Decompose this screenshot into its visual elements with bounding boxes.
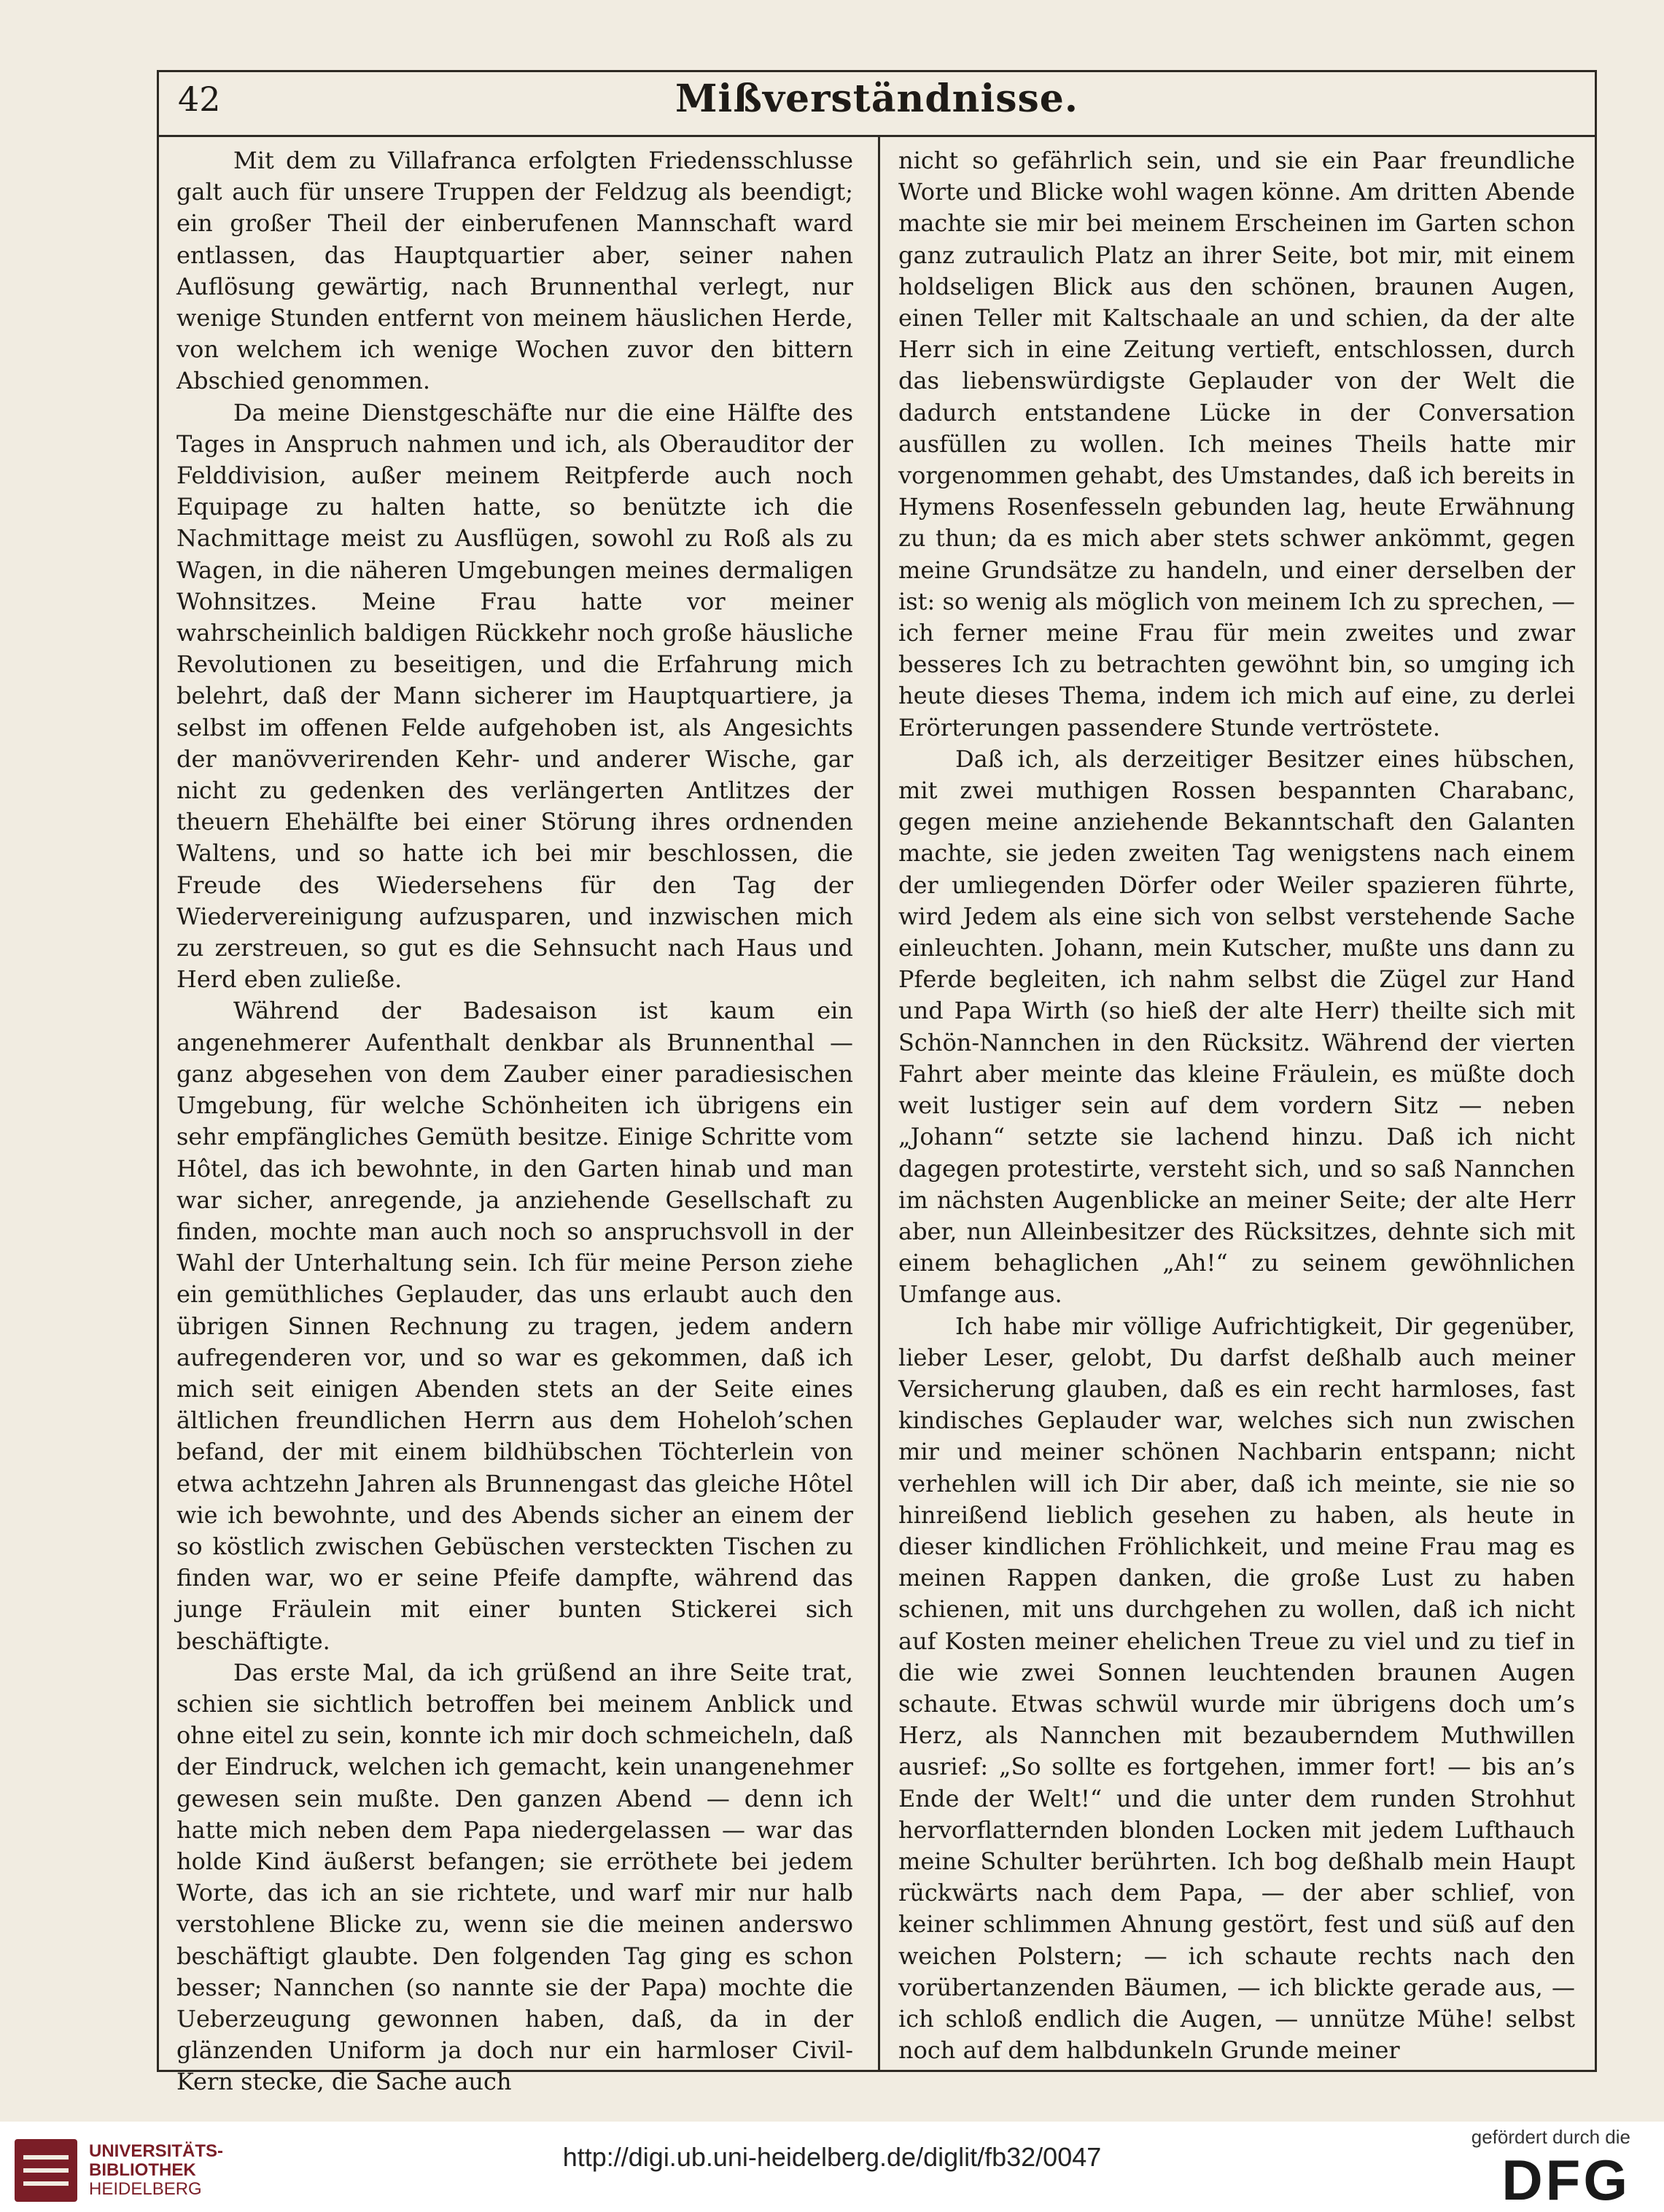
paragraph: Daß ich, als derzeitiger Besitzer eines hübschen, mit zwei muthigen Rossen bespannten Charabanc, gegen meine anziehende Bekanntschaft den Galanten machte, sie jeden zweiten Tag wenigstens nach einem der umliegenden Dörfer oder Weiler spazieren führte, wird Jedem als eine sich von selbst verstehende Sache einleuchten. Johann, mein Kutscher, mußte uns dann zu Pferde begleiten, ich nahm selbst die Zügel zur Hand und Papa Wirth (so hieß der alte Herr) theilte sich mit Schön-Nannchen in den Rücksitz. Während der vierten Fahrt aber meinte das kleine Fräulein, es müßte doch weit lustiger sein auf dem vordern Sitz — neben „Johann“ setzte sie lachend hinzu. Daß ich nicht dagegen protestirte, versteht sich, und so saß Nannchen im nächsten Augenblicke an meiner Seite; der alte Herr aber, nun Alleinbesitzer des Rücksitzes, dehnte sich mit einem behaglichen „Ah!“ zu seinem gewöhnlichen Umfange aus.: [898, 744, 1575, 1309]
paragraph: Das erste Mal, da ich grüßend an ihre Seite trat, schien sie sichtlich betroffen bei meinem Anblick und ohne eitel zu sein, konnte ich mir doch schmeicheln, daß der Eindruck, welchen ich gemacht, kein unangenehmer gewesen sein mußte. Den ganzen Abend — denn ich hatte mich neben dem Papa niedergelassen — war das holde Kind äußerst befangen; sie erröthete bei jedem Worte, das ich an sie richtete, und warf mir nur halb verstohlene Blicke zu, wenn sie die meinen anderswo beschäftigt glaubte. Den folgenden Tag ging es schon besser; Nannchen (so nannte sie der Papa) mochte die Ueberzeugung gewonnen haben, daß, da in der glänzenden Uniform ja doch nur ein harmloser Civil-Kern stecke, die Sache auch: [176, 1658, 853, 2096]
text-column-left: [176, 145, 853, 2096]
paragraph: Ich habe mir völlige Aufrichtigkeit, Dir gegenüber, lieber Leser, gelobt, Du darfst deßhalb auch meiner Versicherung glauben, daß es ein recht harmloses, fast kindisches Geplauder war, welches sich nun zwischen mir und meiner schönen Nachbarin entspann; nicht verhehlen will ich Dir aber, daß ich meinte, sie nie so hinreißend lieblich gesehen zu haben, als heute in dieser kindlichen Fröhlichkeit, und meine Frau mag es meinen Rappen danken, die große Lust zu haben schienen, mit uns durchgehen zu wollen, daß ich nicht auf Kosten meiner ehelichen Treue zu viel und zu tief in die wie zwei Sonnen leuchtenden braunen Augen schaute. Etwas schwül wurde mir übrigens doch um’s Herz, als Nannchen mit bezauberndem Muthwillen ausrief: „So sollte es fortgehen, immer fort! — bis an’s Ende der Welt!“ und die unter dem runden Strohhut hervorflatternden blonden Locken mit jedem Lufthauch meine Schulter berührten. Ich bog deßhalb mein Haupt rückwärts nach dem Papa, — der aber schlief, von keiner schlimmen Ahnung gestört, fest und süß auf den weichen Polstern; — ich schaute rechts nach den vorübertanzenden Bäumen, — ich blickte gerade aus, — ich schloß endlich die Augen, — unnütze Mühe! selbst noch auf dem halbdunkeln Grunde meiner: [898, 1312, 1575, 2065]
source-url-link[interactable]: http://digi.ub.uni-heidelberg.de/diglit/fb32/0047: [562, 2142, 1102, 2172]
library-name-line: HEIDELBERG: [89, 2179, 202, 2199]
paragraph: nicht so gefährlich sein, und sie ein Paar freundliche Worte und Blicke wohl wagen könne. Am dritten Abende machte sie mir bei meinem Erscheinen im Garten schon ganz zutraulich Platz an ihrer Seite, bot mir, mit einem holdseligen Blick aus den schönen, braunen Augen, einen Teller mit Kaltschaale an und schien, da der alte Herr sich in eine Zeitung vertieft, entschlossen, durch das liebenswürdigste Geplauder von der Welt die dadurch entstandene Lücke in der Conversation ausfüllen zu wollen. Ich meines Theils hatte mir vorgenommen gehabt, des Umstandes, daß ich bereits in Hymens Rosenfesseln gebunden lag, heute Erwähnung zu thun; da es mich aber stets schwer ankömmt, gegen meine Grundsätze zu handeln, und einer derselben der ist: so wenig als möglich von meinem Ich zu sprechen, — ich ferner meine Frau für mein zweites und zwar besseres Ich zu betrachten gewöhnt bin, so umging ich heute dieses Thema, indem ich mich auf eine, zu derlei Erörterungen passendere Stunde vertröstete.: [898, 147, 1575, 741]
paragraph: Da meine Dienstgeschäfte nur die eine Hälfte des Tages in Anspruch nahmen und ich, als Oberauditor der Felddivision, außer meinem Reitpferde auch noch Equipage zu halten hatte, so benützte ich die Nachmittage meist zu Ausflügen, sowohl zu Roß als zu Wagen, in die näheren Umgebungen meines dermaligen Wohnsitzes. Meine Frau hatte vor meiner wahrscheinlich baldigen Rückkehr noch große häusliche Revolutionen zu beseitigen, und die Erfahrung mich belehrt, daß der Mann sicherer im Hauptquartiere, ja selbst im offenen Felde aufgehoben ist, als Angesichts der manövverirenden Kehr- und anderer Wische, gar nicht zu gedenken des verlängerten Antlitzes der theuern Ehehälfte bei einer Störung ihres ordnenden Waltens, und so hatte ich bei mir beschlossen, die Freude des Wiedersehens für den Tag der Wiedervereinigung aufzusparen, und inzwischen mich zu zerstreuen, so gut es die Sehnsucht nach Haus und Herd eben zuließe.: [176, 398, 853, 994]
header-rule: [159, 135, 1595, 137]
viewer-footer: [0, 2122, 1664, 2211]
column-divider: [878, 135, 880, 2070]
page-frame: [157, 70, 1597, 2096]
page-title: Mißverständnisse.: [675, 77, 1078, 121]
paragraph: Mit dem zu Villafranca erfolgten Friedensschlusse galt auch für unsere Truppen der Feldzug als beendigt; ein großer Theil der einberufenen Mannschaft ward entlassen, das Hauptquartier aber, seiner nahen Auflösung gewärtig, nach Brunnenthal verlegt, nur wenige Stunden entfernt von meinem häuslichen Herde, von welchem ich wenige Wochen zuvor den bittern Abschied genommen.: [176, 147, 853, 395]
funded-by-label: gefördert durch die: [1471, 2126, 1630, 2148]
text-column-right: [898, 145, 1575, 2065]
library-name-line: UNIVERSITÄTS-: [89, 2141, 224, 2161]
paragraph: Während der Badesaison ist kaum ein angenehmerer Aufenthalt denkbar als Brunnenthal — ganz abgesehen von dem Zauber einer paradiesischen Umgebung, für welche Schönheiten ich übrigens ein sehr empfängliches Gemüth besitze. Einige Schritte vom Hôtel, das ich bewohnte, in den Garten hinab und man war sicher, anregende, ja anziehende Gesellschaft zu finden, mochte man auch noch so anspruchsvoll in der Wahl der Unterhaltung sein. Ich für meine Person ziehe ein gemüthliches Geplauder, das uns erlaubt auch den übrigen Sinnen Rechnung zu tragen, jedem andern aufregenderen vor, und so war es gekommen, daß ich mich seit einigen Abenden stets an der Seite eines ältlichen freundlichen Herrn aus dem Hoheloh’schen befand, der mit einem bildhübschen Töchterlein von etwa achtzehn Jahren als Brunnengast das gleiche Hôtel wie ich bewohnte, und des Abends sicher an einem der so köstlich zwischen Gebüschen versteckten Tischen zu finden war, wo er seine Pfeife dampfte, während das junge Fräulein mit einer bunten Stickerei sich beschäftigte.: [176, 997, 853, 1655]
library-name-line: BIBLIOTHEK: [89, 2160, 196, 2180]
page-number: 42: [178, 79, 221, 119]
funder-logo: DFG: [1501, 2148, 1630, 2212]
